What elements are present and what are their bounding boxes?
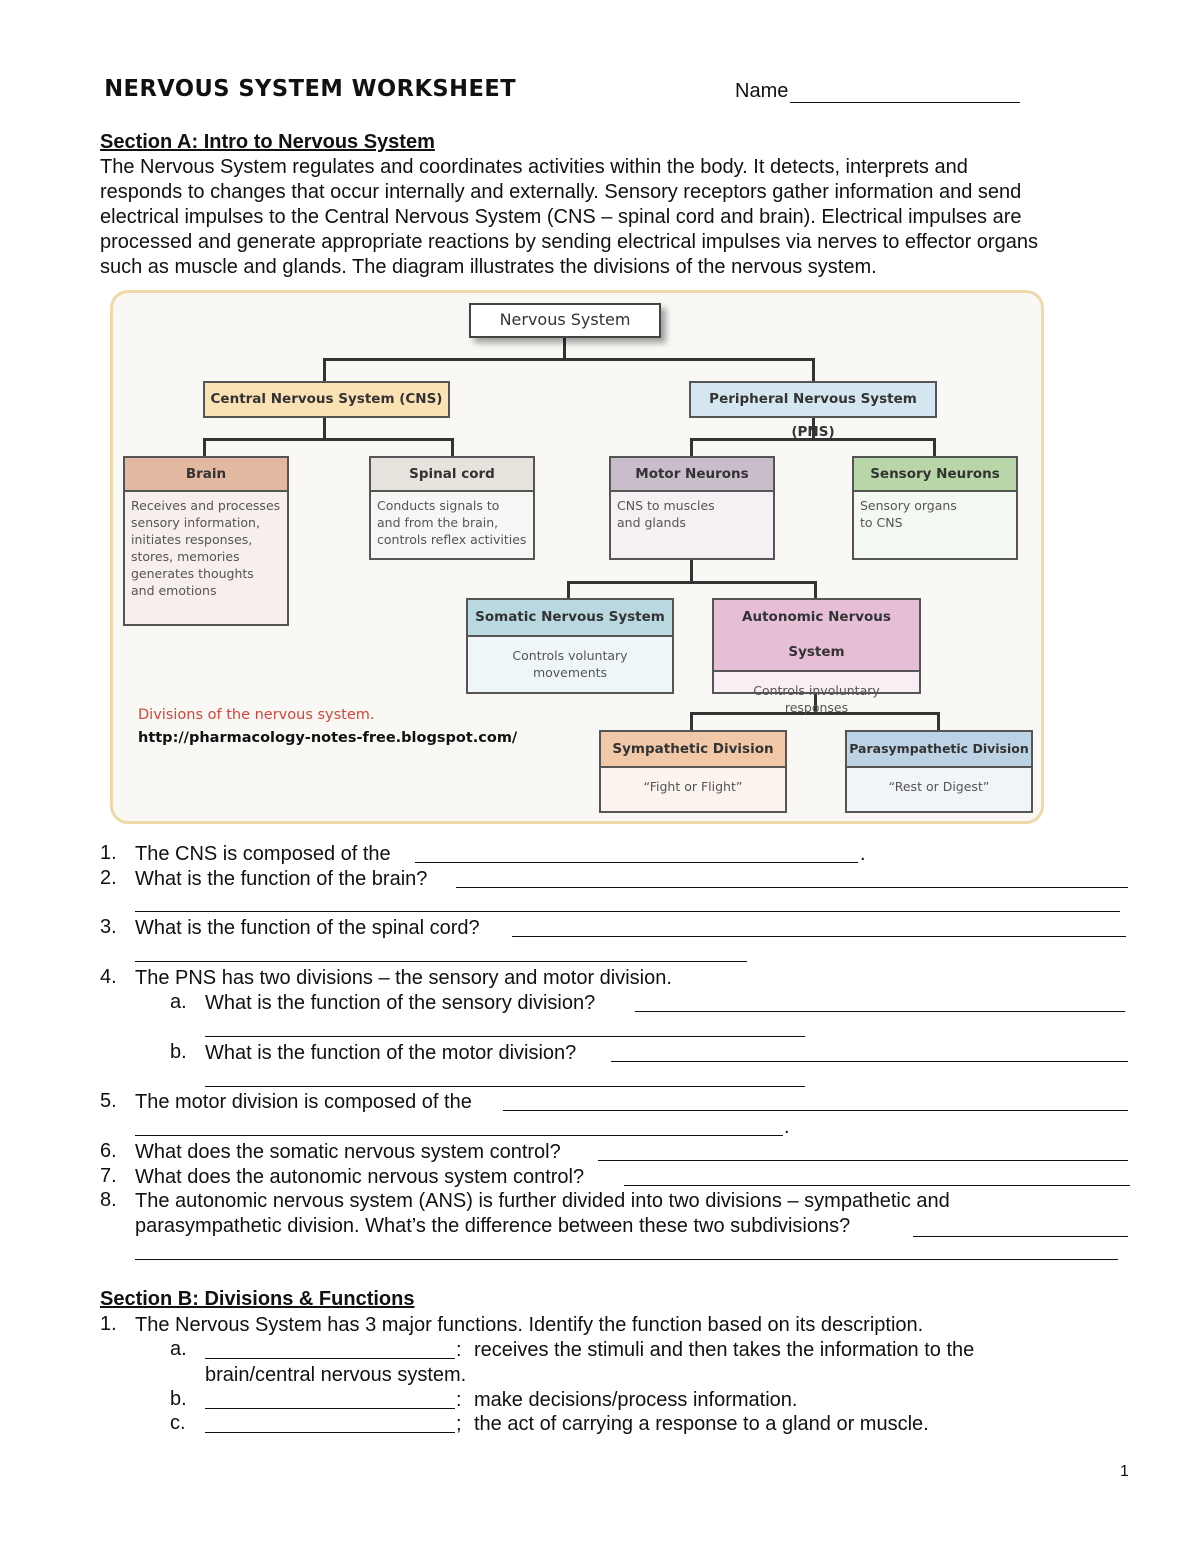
question-number: 3. [100,916,117,938]
connector-line [323,358,326,382]
node-motor-neurons [609,456,775,560]
question-number: 7. [100,1165,117,1187]
body-line: Sensory organs [860,498,957,513]
question-number: 1. [100,1313,117,1335]
connector-line [323,418,326,440]
question-letter: b. [170,1388,187,1410]
question-2-text: What is the function of the brain? [135,868,428,890]
body-line: responses [784,700,849,715]
body-line: CNS to muscles [617,498,715,513]
question-number: 6. [100,1140,117,1162]
question-end-period: . [860,843,866,865]
answer-blank[interactable] [512,936,1126,937]
answer-blank[interactable] [205,1432,455,1433]
body-line: and glands [617,515,686,530]
answer-blank[interactable] [135,911,1120,912]
answer-blank[interactable] [205,1408,455,1409]
body-line: to CNS [860,515,903,530]
function-a-description: receives the stimuli and then takes the information to the [474,1339,975,1361]
node-title: Spinal cord [371,458,533,492]
body-line: sensory information, [131,515,260,530]
node-title: Autonomic Nervous System [714,600,919,672]
node-brain [123,456,289,626]
paragraph-line: responds to changes that occur internally and externally. Sensory receptors gather information and send [100,181,1022,203]
question-number: 2. [100,867,117,889]
question-8-text-line2: parasympathetic division. What’s the difference between these two subdivisions? [135,1215,851,1237]
node-title: Motor Neurons [611,458,773,492]
question-letter: a. [170,1338,187,1360]
question-1-text: The CNS is composed of the [135,843,391,865]
node-spinal-cord [369,456,535,560]
question-8-text: The autonomic nervous system (ANS) is further divided into two divisions – sympathetic and [135,1190,950,1212]
body-line: and emotions [131,583,217,598]
answer-blank[interactable] [624,1185,1130,1186]
node-body [371,492,533,553]
question-4a-text: What is the function of the sensory division? [205,992,596,1014]
node-label: Peripheral Nervous System (PNS) [709,391,917,440]
connector-line [203,438,206,457]
node-autonomic [712,598,921,715]
paragraph-line: such as muscle and glands. The diagram illustrates the divisions of the nervous system. [100,256,877,278]
body-line: Conducts signals to [377,498,500,513]
connector-line [323,358,815,361]
connector-line [690,712,693,731]
node-title: Brain [125,458,287,492]
node-sensory-neurons [852,456,1018,560]
question-3-text: What is the function of the spinal cord? [135,917,480,939]
node-label: Central Nervous System (CNS) [210,391,443,407]
answer-blank[interactable] [635,1011,1125,1012]
connector-line [690,560,693,583]
answer-blank[interactable] [456,887,1128,888]
node-title: Somatic Nervous System [468,600,672,637]
paragraph-line: The Nervous System regulates and coordinates activities within the body. It detects, interprets and [100,156,968,178]
question-letter: c. [170,1412,186,1434]
connector-line [563,336,566,360]
node-body [854,492,1016,536]
connector-line [937,712,940,731]
body-line: and from the brain, [377,515,499,530]
connector-line [567,581,817,584]
node-label: Nervous System [499,310,631,329]
question-number: 1. [100,842,117,864]
node-nervous-system [469,303,661,338]
diagram-caption: Divisions of the nervous system. [138,707,375,723]
paragraph-line: electrical impulses to the Central Nervous System (CNS – spinal cord and brain). Electrical impulses are [100,206,1022,228]
node-body [125,492,287,604]
node-title: Sensory Neurons [854,458,1016,492]
function-c-description: the act of carrying a response to a gland or muscle. [474,1413,929,1435]
node-body: “Fight or Flight” [643,779,743,794]
question-number: 5. [100,1090,117,1112]
section-b-heading: Section B: Divisions & Functions [100,1288,415,1310]
body-line: generates thoughts [131,566,254,581]
node-body [714,672,919,721]
node-sympathetic [599,730,787,813]
name-blank[interactable] [790,82,1020,103]
worksheet-title: NERVOUS SYSTEM WORKSHEET [104,76,517,102]
answer-blank[interactable] [503,1110,1128,1111]
separator: : [456,1389,462,1411]
body-line: controls reflex activities [377,532,527,547]
answer-blank[interactable] [913,1236,1128,1237]
answer-blank[interactable] [135,961,747,962]
body-line: Controls involuntary [753,683,880,698]
node-somatic [466,598,674,694]
page-number: 1 [1120,1463,1129,1480]
answer-blank[interactable] [205,1036,805,1037]
diagram-source-url: http://pharmacology-notes-free.blogspot.com/ [138,730,518,746]
body-line: stores, memories [131,549,240,564]
answer-blank[interactable] [598,1160,1128,1161]
separator: ; [456,1413,462,1435]
answer-blank[interactable] [205,1086,805,1087]
node-cns [203,381,450,418]
question-5-text: The motor division is composed of the [135,1091,472,1113]
body-line: initiates responses, [131,532,253,547]
answer-blank[interactable] [415,862,858,863]
connector-line [812,358,815,382]
node-body [468,637,672,686]
connector-line [203,438,453,441]
question-letter: b. [170,1041,187,1063]
function-b-description: make decisions/process information. [474,1389,798,1411]
section-a-heading: Section A: Intro to Nervous System [100,131,435,153]
question-4b-text: What is the function of the motor division? [205,1042,577,1064]
name-field[interactable] [735,80,1020,103]
question-4-text: The PNS has two divisions – the sensory and motor division. [135,967,672,989]
node-pns [689,381,937,440]
answer-blank[interactable] [611,1061,1128,1062]
connector-line [567,581,570,599]
question-7-text: What does the autonomic nervous system control? [135,1166,585,1188]
answer-blank[interactable] [205,1358,455,1359]
body-line: Controls voluntary [512,648,628,663]
answer-blank[interactable] [135,1259,1118,1260]
node-body: “Rest or Digest” [888,779,990,794]
section-a-paragraph [100,155,1130,280]
node-title: Sympathetic Division [601,732,785,768]
node-body [611,492,773,536]
section-b-question-1-text: The Nervous System has 3 major functions. Identify the function based on its description. [135,1314,924,1336]
question-end-period: . [784,1116,790,1138]
connector-line [451,438,454,457]
paragraph-line: processed and generate appropriate reactions by sending electrical impulses via nerves to effector organs [100,231,1038,253]
connector-line [814,581,817,599]
name-label: Name [735,80,789,102]
question-letter: a. [170,991,187,1013]
question-6-text: What does the somatic nervous system control? [135,1141,561,1163]
question-number: 8. [100,1189,117,1211]
separator: : [456,1339,462,1361]
question-number: 4. [100,966,117,988]
answer-blank[interactable] [135,1135,783,1136]
node-title: Parasympathetic Division [847,732,1031,768]
body-line: Receives and processes [131,498,281,513]
function-a-description-line2: brain/central nervous system. [205,1364,467,1386]
body-line: movements [532,665,608,680]
node-parasympathetic [845,730,1033,813]
